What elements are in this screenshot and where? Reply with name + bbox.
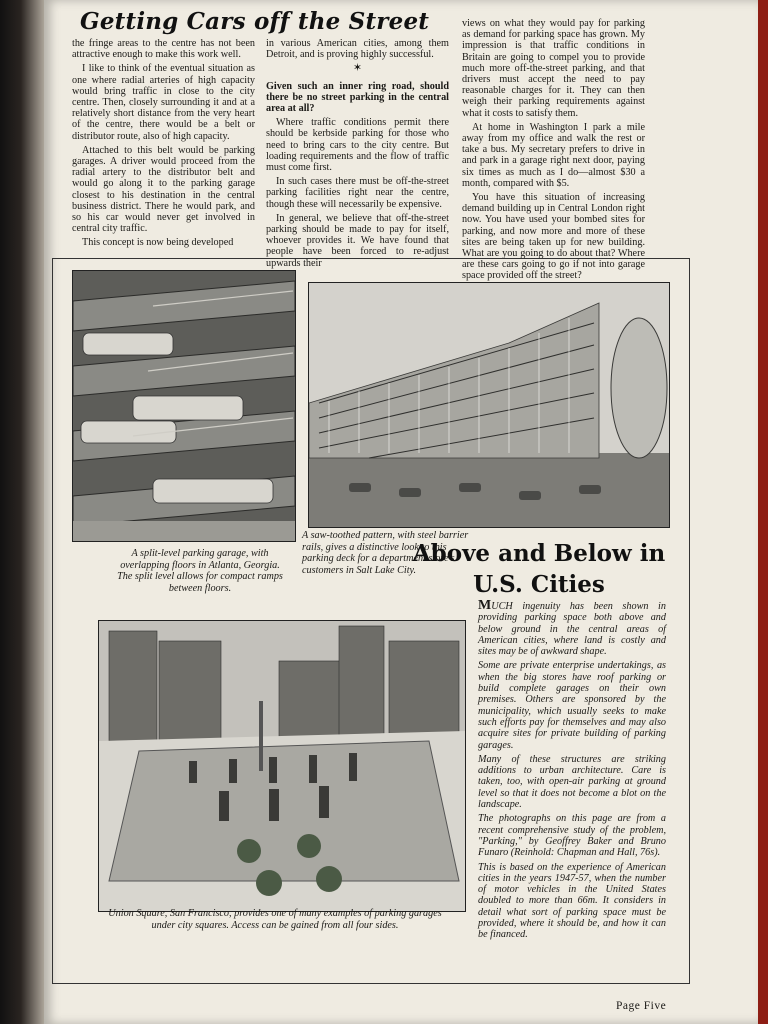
interview-question: Given such an inner ring road, should there be no street parking in the central area at all? bbox=[266, 80, 449, 115]
article-column-1 bbox=[72, 38, 255, 252]
paragraph: views on what they would pay for parking as demand for parking space has grown. My impression is that traffic conditions in Britain are going to compel you to provide much more off-the-street parking, and that drivers must accept the need to pay reasonable charges for it. They can then weigh their parking requirements against what it costs to satisfy them. bbox=[462, 18, 645, 119]
paragraph: This is based on the experience of American cities in the years 1947-57, when the number of motor vehicles in the United States doubled to more than 66m. It considers in detail what sort of parking space must be provided, where it should be, and how it can be financed. bbox=[478, 861, 666, 941]
paragraph: Where traffic conditions permit there should be kerbside parking for those who need to bring cars to the city centre. But loading requirements and the flow of traffic must come first. bbox=[266, 117, 449, 174]
atlanta-caption: A split-level parking garage, with overlapping floors in Atlanta, Georgia. The split level allows for compact ramps between floors. bbox=[117, 548, 283, 594]
union-square-caption: Union Square, San Francisco, provides one of many examples of parking garages under city squares. Access can be gained from all four sides. bbox=[108, 908, 442, 931]
paragraph: Many of these structures are striking additions to urban architecture. Care is taken, too, with open-air parking at ground level so that it does not become a blot on the landscape. bbox=[478, 753, 666, 811]
sidebar-text bbox=[478, 600, 666, 944]
sidebar-heading: Above and Below in U.S. Cities bbox=[412, 540, 666, 598]
paragraph: The photographs on this page are from a recent comprehensive study of the problem, "Parking," by Geoffrey Baker and Bruno Funaro (Reinhold: Chapman and Hall, 76s). bbox=[478, 813, 666, 859]
drop-cap: M bbox=[478, 598, 492, 613]
page-number: Page Five bbox=[616, 1000, 667, 1012]
union-square-photo bbox=[98, 620, 466, 912]
article-title: Getting Cars off the Street bbox=[80, 8, 430, 35]
paragraph: You have this situation of increasing demand building up in Central London right now. You have used your bombed sites for parking, and now more and more of these sites are being taken up for new building. What are you going to do about that? Where are these cars going to go if not into garage space provided off the street? bbox=[462, 192, 645, 282]
paragraph: in various American cities, among them Detroit, and is proving highly successful. bbox=[266, 38, 449, 61]
atlanta-garage-photo bbox=[72, 270, 296, 542]
star-divider: ✶ bbox=[352, 62, 363, 75]
paragraph: the fringe areas to the centre has not been attractive enough to make this work well. bbox=[72, 38, 255, 61]
paragraph: At home in Washington I park a mile away from my office and walk the rest or take a bus. My secretary prefers to drive in and park in a garage right next door, paying six times as much as I do—almost $30 a month, compared with $5. bbox=[462, 121, 645, 189]
paragraph: In general, we believe that off-the-street parking should be made to pay for itself, whoever provides it. We have found that people have been forced to re-adjust upwards their bbox=[266, 212, 449, 269]
article-column-3 bbox=[462, 18, 645, 285]
paragraph: Attached to this belt would be parking garages. A driver would proceed from the radial artery to the distributor belt and would go along it to the parking garage closest to his destination in the central business district. There he would park, and so his car would never get involved in central city traffic. bbox=[72, 144, 255, 235]
paragraph-text: UCH ingenuity has been shown in providing parking space both above and below ground in the central areas of American cities, where land is costly and sites may be of awkward shape. bbox=[478, 601, 666, 658]
salt-lake-caption: A saw-toothed pattern, with steel barrier rails, gives a distinctive look to this parking deck for a department store's customers in Salt Lake City. bbox=[302, 530, 469, 576]
paragraph: In such cases there must be off-the-street parking facilities right near the centre, though these will necessarily be expensive. bbox=[266, 176, 449, 210]
paragraph bbox=[478, 600, 666, 657]
article-column-2 bbox=[266, 38, 449, 272]
paragraph: I like to think of the eventual situation as one where radial arteries of high capacity would bring traffic in close to the city centre. Then, closely surrounding it and at a relatively short distance from the very heart of the centre, there would be a belt or distributor route, also of high capacity. bbox=[72, 63, 255, 142]
paragraph: Some are private enterprise undertakings, as when the big stores have roof parking or build complete garages on their own premises. Others are sponsored by the municipality, which usually seeks to make such efforts pay for themselves and may also acquire sites for private building of parking garages. bbox=[478, 660, 666, 751]
paragraph: This concept is now being developed bbox=[82, 237, 234, 249]
salt-lake-deck-photo bbox=[308, 282, 670, 528]
